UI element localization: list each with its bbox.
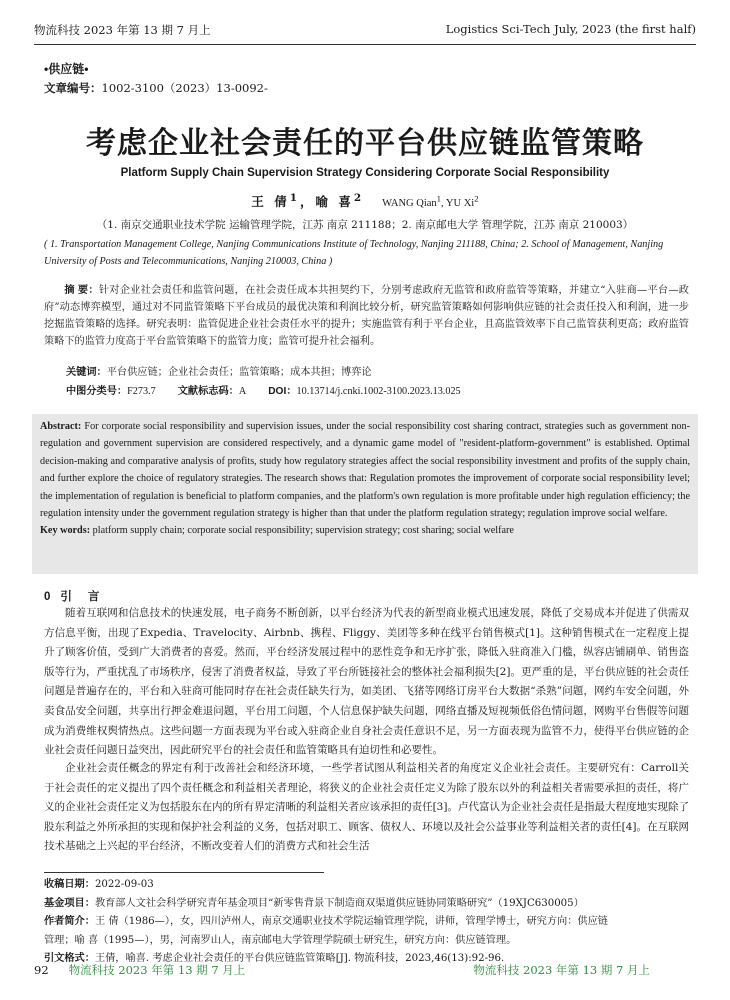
author-1-en-sup: 1 bbox=[436, 193, 442, 204]
abstract-cn-label: 摘 要： bbox=[64, 285, 99, 296]
page-footer bbox=[34, 962, 650, 978]
author-2-en: YU Xi bbox=[445, 198, 475, 210]
affiliation-chinese: （1. 南京交通职业技术学院 运输管理学院，江苏 南京 211188；2. 南京邮电大学 管理学院，江苏 南京 210003） bbox=[96, 219, 634, 231]
keywords-chinese bbox=[66, 363, 372, 378]
author-bio-label: 作者简介： bbox=[44, 916, 95, 928]
section-heading-introduction bbox=[44, 588, 105, 604]
article-number-value: 1002-3100（2023）13-0092- bbox=[101, 81, 268, 95]
author-en-separator: , bbox=[441, 198, 446, 210]
keywords-en-label: Key words: bbox=[40, 525, 91, 537]
author-1-cn-sup: 1 bbox=[289, 192, 301, 204]
header-right: Logistics Sci-Tech July, 2023 (the first half) bbox=[445, 22, 696, 36]
citation-label: 引文格式： bbox=[44, 953, 95, 965]
abstract-english-box bbox=[32, 414, 698, 574]
footer-journal-left: 物流科技 2023 年第 13 期 7 月上 bbox=[68, 963, 246, 977]
footnotes bbox=[44, 876, 689, 969]
classification-line bbox=[66, 382, 461, 397]
received-date bbox=[44, 876, 689, 895]
clc-value: F273.7 bbox=[127, 386, 156, 397]
fund-value: 教育部人文社会科学研究青年基金项目“新零售背景下制造商双渠道供应链协同策略研究”（19XJC630005） bbox=[94, 897, 584, 909]
title-chinese: 考虑企业社会责任的平台供应链监管策略 bbox=[86, 126, 644, 161]
received-value: 2022-09-03 bbox=[94, 879, 154, 890]
abstract-en-label: Abstract: bbox=[40, 421, 82, 432]
keywords-en-text: platform supply chain; corporate social responsibility; supervision strategy; cost sharing; social welfare bbox=[92, 525, 514, 537]
header-left: 物流科技 2023 年第 13 期 7 月上 bbox=[34, 23, 211, 37]
author-1-cn: 王 倩 bbox=[251, 194, 290, 210]
running-header bbox=[34, 22, 696, 45]
authors-chinese bbox=[251, 194, 364, 209]
affiliation-english: ( 1. Transportation Management College, Nanjing Communications Institute of Technology, Nanjing 211188, China; 2. School of Management, Nanjing University of Posts and Telecommunications, Nanjing 210003, China ) bbox=[44, 239, 664, 267]
abstract-cn-text: 针对企业社会责任和监管问题，在社会责任成本共担契约下，分别考虑政府无监管和政府监管等策略，并建立“入驻商—平台—政府”动态博弈模型，通过对不同监管策略下平台成员的最优决策和利润比较分析，研究监管策略如何影响供应链的社会责任投入和利润，进一步挖掘监管策略的选择。研究表明：监管促进企业社会责任水平的提升；实施监管有利于平台企业，且高监管效率下自己监管获利更高；政府监管策略下的监管力度高于平台监管策略下的监管力度；监管可提升社会福利。 bbox=[44, 285, 689, 347]
fund-label: 基金项目： bbox=[44, 897, 95, 909]
doi-label: DOI： bbox=[268, 386, 297, 397]
doc-code-value: A bbox=[238, 386, 247, 397]
page-number: 92 bbox=[34, 963, 49, 977]
title-english: Platform Supply Chain Supervision Strategy Considering Corporate Social Responsibility bbox=[120, 167, 610, 179]
abstract-en-text: For corporate social responsibility and supervision issues, under the social responsibility cost sharing contract, strategies such as government non-regulation and government supervision are considered respectively, and a dynamic game model of "resident-platform-government" is established. Optimal decision-making and comparative analysis of profits, study how regulatory strategies affect the social responsibility investment and profits of the supply chain, and further explore the choice of regulatory strategies. The research shows that: Regulation promotes the improvement of corporate social responsibility level; the implementation of regulation is beneficial to platform companies, and the platform's own regulation is more profitable under high regulation efficiency; the regulation intensity under the government regulation strategy is higher than that under the platform regulation strategy; regulation improve social welfare. bbox=[40, 421, 691, 520]
body-paragraph: 随着互联网和信息技术的快速发展，电子商务不断创新，以平台经济为代表的新型商业模式迅速发展，降低了交易成本并促进了供需双方信息平衡，出现了Expedia、Travelocity、Airbnb、携程、Fliggy、美团等多种在线平台销售模式[1]。这种销售模式在一定程度上提升了顾客价值，受到广大消费者的喜爱。然而，平台经济发展过程中的恶性竞争和无序扩张，降低入驻商准入门槛，纵容店铺刷单、销售盗版等行为，严重扰乱了市场秩序，侵害了消费者权益，导致了平台所链接社会的整体社会福利损失[2]。更严重的是，平台供应链的社会责任问题是普遍存在的，平台和入驻商可能同时存在社会责任缺失行为，如美团、飞猪等网络订房平台大数据“杀熟”问题，网约车安全问题，外卖食品安全问题，共享出行押金难退问题，平台用工问题，个人信息保护缺失问题，网络直播及短视频低俗色情问题，网购平台售假等问题成为消费维权舆情热点。这些问题一方面表现为平台或入驻商企业自身社会责任意识不足，另一方面表现为监管不力，使得平台供应链的企业社会责任问题日益突出，因此研究平台的社会责任和监管策略具有迫切性和必要性。 bbox=[44, 607, 689, 757]
author-cn-separator: ， bbox=[300, 194, 316, 210]
author-bio-line-1: 王 倩（1986—），女，四川泸州人，南京交通职业技术学院运输管理学院，讲师，管理学博士，研究方向：供应链 bbox=[94, 916, 608, 928]
abstract-chinese bbox=[44, 282, 689, 350]
footnote-divider bbox=[44, 872, 324, 873]
authors-english bbox=[382, 193, 479, 210]
fund-info bbox=[44, 895, 689, 914]
keywords-cn-text: 平台供应链；企业社会责任；监管策略；成本共担；博弈论 bbox=[106, 367, 372, 378]
author-bio bbox=[44, 913, 689, 932]
footer-journal-right: 物流科技 2023 年第 13 期 7 月上 bbox=[473, 963, 650, 977]
keywords-cn-label: 关键词： bbox=[66, 367, 107, 378]
article-number bbox=[44, 80, 268, 96]
section-title: 引 言 bbox=[60, 589, 106, 603]
clc-label: 中图分类号： bbox=[66, 386, 128, 397]
author-2-en-sup: 2 bbox=[474, 193, 479, 204]
article-number-label: 文章编号： bbox=[44, 83, 102, 95]
received-label: 收稿日期： bbox=[44, 879, 95, 890]
section-number: 0 bbox=[44, 591, 51, 603]
author-2-cn-sup: 2 bbox=[353, 192, 365, 204]
doi-value: 10.13714/j.cnki.1002-3100.2023.13.025 bbox=[296, 386, 461, 397]
section-tag: •供应链• bbox=[44, 62, 89, 76]
author-2-cn: 喻 喜 bbox=[315, 194, 354, 210]
body-paragraph: 企业社会责任概念的界定有利于改善社会和经济环境，一些学者试图从利益相关者的角度定义企业社会责任。主要研究有：Carroll关于社会责任的定义提出了四个责任概念和利益相关者理论，将狭义的企业社会责任定义为除了股东以外的利益相关者需要承担的责任，将广义的企业社会责任定义为包括股东在内的所有界定清晰的利益相关者应该承担的责任[3]。卢代富认为企业社会责任是指最大程度地实现除了股东利益之外所承担的实现和保护社会利益的义务，包括对职工、顾客、债权人、环境以及社会公益事业等利益相关者的责任[4]。在互联网技术基础之上兴起的平台经济，不断改变着人们的消费方式和社会生活 bbox=[44, 762, 689, 853]
doc-code-label: 文献标志码： bbox=[177, 386, 239, 397]
author-bio-continued: 管理；喻 喜（1995—），男，河南罗山人，南京邮电大学管理学院硕士研究生，研究方向：供应链管理。 bbox=[44, 934, 517, 946]
author-1-en: WANG Qian bbox=[382, 198, 437, 210]
citation-value: 王倩，喻喜. 考虑企业社会责任的平台供应链监管策略[J]. 物流科技，2023,46(13):92-96. bbox=[94, 953, 505, 965]
authors bbox=[0, 192, 730, 210]
